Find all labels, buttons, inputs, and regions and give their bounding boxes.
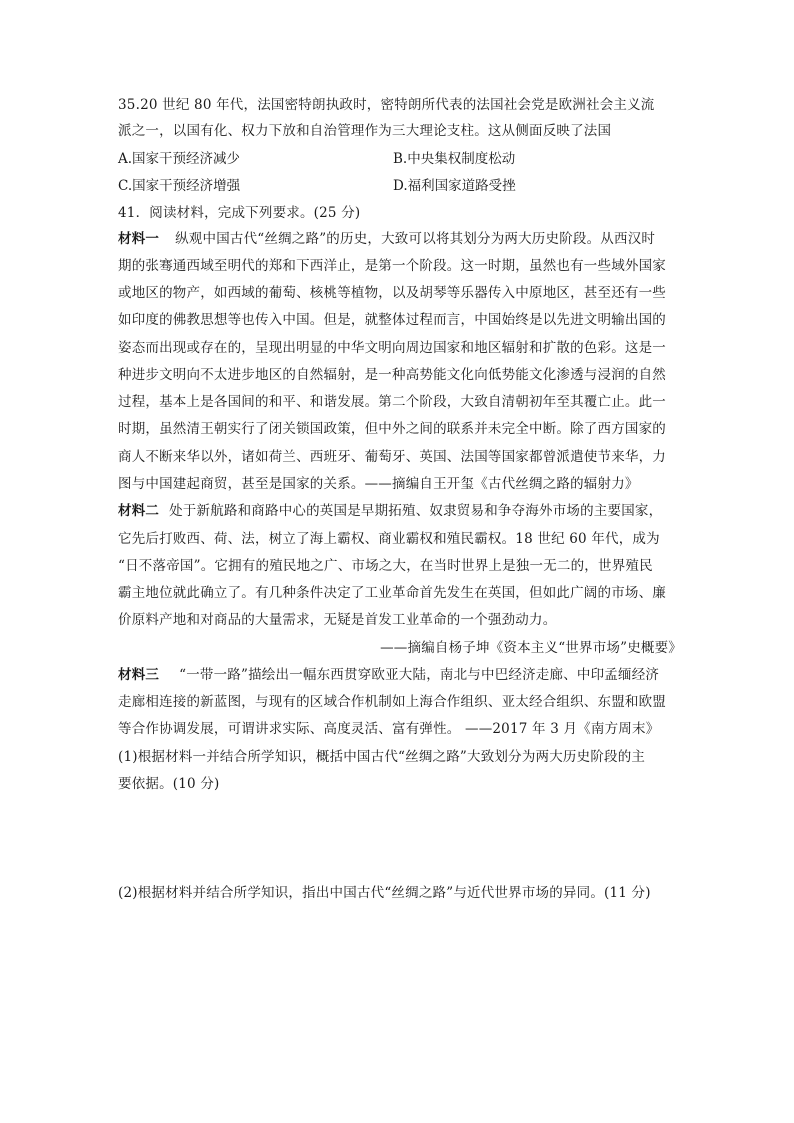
- q41-heading: 41．阅读材料，完成下列要求。(25 分): [118, 205, 361, 221]
- sub-question-2: (2)根据材料并结合所学知识，指出中国古代“丝绸之路”与近代世界市场的异同。(11 分): [118, 885, 651, 901]
- material-2-line-5: 价原料产地和对商品的大量需求，无疑是首发工业革命的一个强劲动力。: [118, 612, 557, 628]
- material-1-line-6: 种进步文明向不太进步地区的自然辐射，是一种高势能文化向低势能文化渗透与浸润的自然: [118, 367, 666, 383]
- material-1-line-2: 期的张骞通西域至明代的郑和下西洋止，是第一个阶段。这一时期，虽然也有一些域外国家: [118, 258, 666, 274]
- material-3-line-1: [118, 666, 659, 684]
- material-1-line-7: 过程，基本上是各国间的和平、和谐发展。第二个阶段，大致自清朝初年至其覆亡止。此一: [118, 394, 666, 410]
- material-3-line-3: 等合作协调发展，可谓讲求实际、高度灵活、富有弹性。 ——2017 年 3 月《南方周末》: [118, 721, 660, 737]
- material-1-line-8: 时期，虽然清王朝实行了闭关锁国政策，但中外之间的联系并未完全中断。除了西方国家的: [118, 421, 666, 437]
- material-1-line-9: 商人不断来华以外，诸如荷兰、西班牙、葡萄牙、英国、法国等国家都曾派遣使节来华，力: [118, 449, 666, 465]
- material-3-line-2: 走廊相连接的新蓝图，与现有的区域合作机制如上海合作组织、亚太经合组织、东盟和欧盟: [118, 694, 666, 710]
- material-2-line-4: 霸主地位就此确立了。有几种条件决定了工业革命首先发生在英国，但如此广阔的市场、廉: [118, 585, 666, 601]
- material-1-line-1: [118, 230, 655, 248]
- material-2-text: 处于新航路和商路中心的英国是早期拓殖、奴隶贸易和争夺海外市场的主要国家，: [169, 503, 663, 519]
- material-2-source: ——摘编自杨子坤《资本主义“世界市场”史概要》: [380, 640, 682, 656]
- material-2-line-1: [118, 502, 662, 520]
- q35-stem-line-1: 35.20 世纪 80 年代，法国密特朗执政时，密特朗所代表的法国社会党是欧洲社会主义流: [118, 97, 655, 113]
- material-2-label: 材料二: [118, 503, 160, 519]
- material-1-line-4: 如印度的佛教思想等也传入中国。但是，就整体过程而言，中国始终是以先进文明输出国的: [118, 312, 666, 328]
- material-1-text: 纵观中国古代“丝绸之路”的历史，大致可以将其划分为两大历史阶段。从西汉时: [175, 231, 656, 247]
- material-1-line-10: 图与中国建起商贸，甚至是国家的关系。——摘编自王开玺《古代丝绸之路的辐射力》: [118, 476, 639, 492]
- material-2-line-3: “日不落帝国”。它拥有的殖民地之广、市场之大，在当时世界上是独一无二的，世界殖民: [118, 558, 653, 574]
- material-1-label: 材料一: [118, 231, 160, 247]
- q35-option-c: C.国家干预经济增强: [118, 178, 241, 194]
- material-3-text: “一带一路”描绘出一幅东西贯穿欧亚大陆，南北与中巴经济走廊、中印孟缅经济: [179, 667, 660, 683]
- q35-option-d: D.福利国家道路受挫: [393, 178, 516, 194]
- material-1-line-3: 或地区的物产，如西域的葡萄、核桃等植物，以及胡琴等乐器传入中原地区，甚至还有一些: [118, 285, 666, 301]
- q35-option-a: A.国家干预经济减少: [118, 151, 241, 167]
- sub-question-1-line-2: 要依据。(10 分): [118, 776, 220, 792]
- sub-question-1-line-1: (1)根据材料一并结合所学知识，概括中国古代“丝绸之路”大致划分为两大历史阶段的主: [118, 749, 646, 765]
- material-3-label: 材料三: [118, 667, 160, 683]
- q35-stem-line-2: 派之一，以国有化、权力下放和自治管理作为三大理论支柱。这从侧面反映了法国: [118, 123, 612, 139]
- material-1-line-5: 姿态而出现或存在的，呈现出明显的中华文明向周边国家和地区辐射和扩散的色彩。这是一: [118, 340, 666, 356]
- q35-option-b: B.中央集权制度松动: [393, 151, 516, 167]
- material-2-line-2: 它先后打败西、荷、法，树立了海上霸权、商业霸权和殖民霸权。18 世纪 60 年代，成为: [118, 531, 660, 547]
